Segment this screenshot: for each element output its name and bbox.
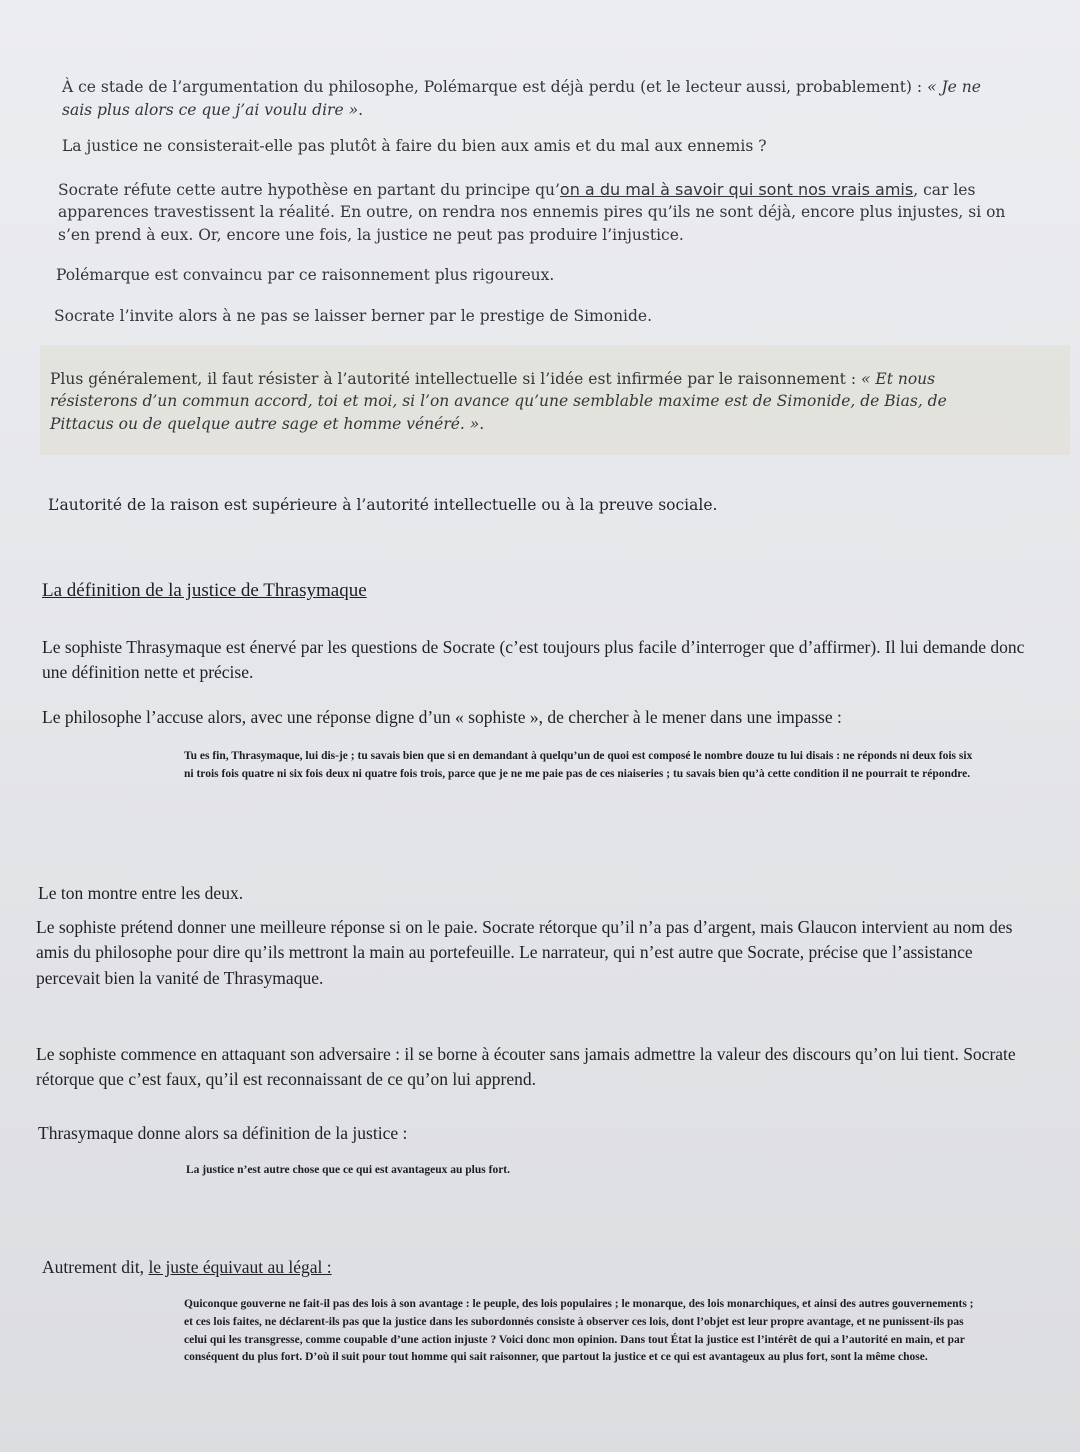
paragraph-polemarque-convaincu: Polémarque est convaincu par ce raisonnement plus rigoureux. (56, 266, 555, 284)
text-end: . (358, 101, 363, 120)
paragraph-thrasymaque-enerve: Le sophiste Thrasymaque est énervé par les questions de Socrate (c’est toujours plus facile d’interroger que d’affirmer). Il lui demande donc une définition nette et précise. (42, 637, 1025, 683)
section-heading-thrasymaque: La définition de la justice de Thrasymaque (42, 580, 367, 601)
paragraph-impasse: Le philosophe l’accuse alors, avec une réponse digne d’un « sophiste », de chercher à le mener dans une impasse : (42, 707, 842, 727)
paragraph-simonide: Socrate l’invite alors à ne pas se laisser berner par le prestige de Simonide. (54, 307, 653, 325)
paragraph-justice-question: La justice ne consisterait-elle pas plutôt à faire du bien aux amis et du mal aux ennemis ? (62, 137, 767, 155)
underlined-text: on a du mal à savoir qui sont nos vrais amis (559, 180, 914, 199)
text: Autrement dit, (42, 1257, 149, 1277)
paragraph-juste-legal (42, 1254, 942, 1280)
paragraph-sophiste-attaque: Le sophiste commence en attaquant son adversaire : il se borne à écouter sans jamais admettre la valeur des discours qu’on lui tient. Socrate rétorque que c’est faux, qu’il est reconnaissant de ce qu’on lui apprend. (36, 1044, 1016, 1090)
paragraph-socrate-refute (58, 178, 1008, 246)
quote-inline: « Et nous résisterons d’un commun accord, toi et moi, si l’on avance qu’une semblable maxime est de Simonide, de Bias, de Pittacus ou de quelque autre sage et homme vénéré. » (50, 370, 947, 433)
blockquote-lois: Quiconque gouverne ne fait-il pas des lois à son avantage : le peuple, des lois populaires ; le monarque, des lois monarchiques, et ainsi des autres gouvernements ; et ces lois faites, ne déclarent-ils pas que la justice dans les subordonnés consiste à observer ces lois, dont l’objet est leur propre avantage, et ne punissent-ils pas celui qui les transgresse, comme coupable d’une action injuste ? Voici donc mon opinion. Dans tout État la justice est l’intérêt de qui a l’autorité en main, et par conséquent du plus fort. D’où il suit pour tout homme qui sait raisonner, que partout la justice et ce qui est avantageux au plus fort, sont la même chose. (184, 1298, 974, 1364)
paragraph-autorite-intellectuelle (50, 368, 1010, 435)
text: À ce stade de l’argumentation du philosophe, Polémarque est déjà perdu (et le lecteur aussi, probablement) : (62, 78, 928, 96)
paragraph-definition-intro: Thrasymaque donne alors sa définition de la justice : (38, 1123, 408, 1143)
text-end: . (479, 414, 485, 433)
text: Plus généralement, il faut résister à l’autorité intellectuelle si l’idée est infirmée par le raisonnement : (50, 370, 861, 388)
text: , car les apparences travestissent la réalité. En outre, on rendra nos ennemis pires qu’ils ne sont déjà, encore plus injustes, si on s’en prend à eux. Or, encore une fois, la justice ne peut pas produire l’injustice. (58, 181, 1006, 244)
blockquote-douze: Tu es fin, Thrasymaque, lui dis-je ; tu savais bien que si en demandant à quelqu’un de quoi est composé le nombre douze tu lui disais : ne réponds ni deux fois six ni trois fois quatre ni six fois deux ni quatre fois trois, parce que je ne me paie pas de ces niaiseries ; tu savais bien qu’à cette condition il ne pourrait te répondre. (184, 750, 973, 780)
paragraph-sophiste-paie: Le sophiste prétend donner une meilleure réponse si on le paie. Socrate rétorque qu’il n’a pas d’argent, mais Glaucon intervient au nom des amis du philosophe pour dire qu’ils mettront la main au portefeuille. Le narrateur, qui n’est autre que Socrate, précise que l’assistance percevait bien la vanité de Thrasymaque. (36, 917, 1013, 988)
paragraph-ton: Le ton montre entre les deux. (38, 883, 244, 903)
blockquote-definition: La justice n’est autre chose que ce qui est avantageux au plus fort. (186, 1164, 511, 1176)
underlined-text: le juste équivaut au légal : (148, 1257, 332, 1277)
paragraph-polemarque-perdu (62, 76, 982, 123)
paragraph-autorite-raison: L’autorité de la raison est supérieure à l’autorité intellectuelle ou à la preuve sociale. (48, 496, 718, 514)
quote-inline: « Je ne sais plus alors ce que j’ai voulu dire » (62, 78, 981, 120)
text: Socrate réfute cette autre hypothèse en partant du principe qu’ (58, 181, 560, 199)
